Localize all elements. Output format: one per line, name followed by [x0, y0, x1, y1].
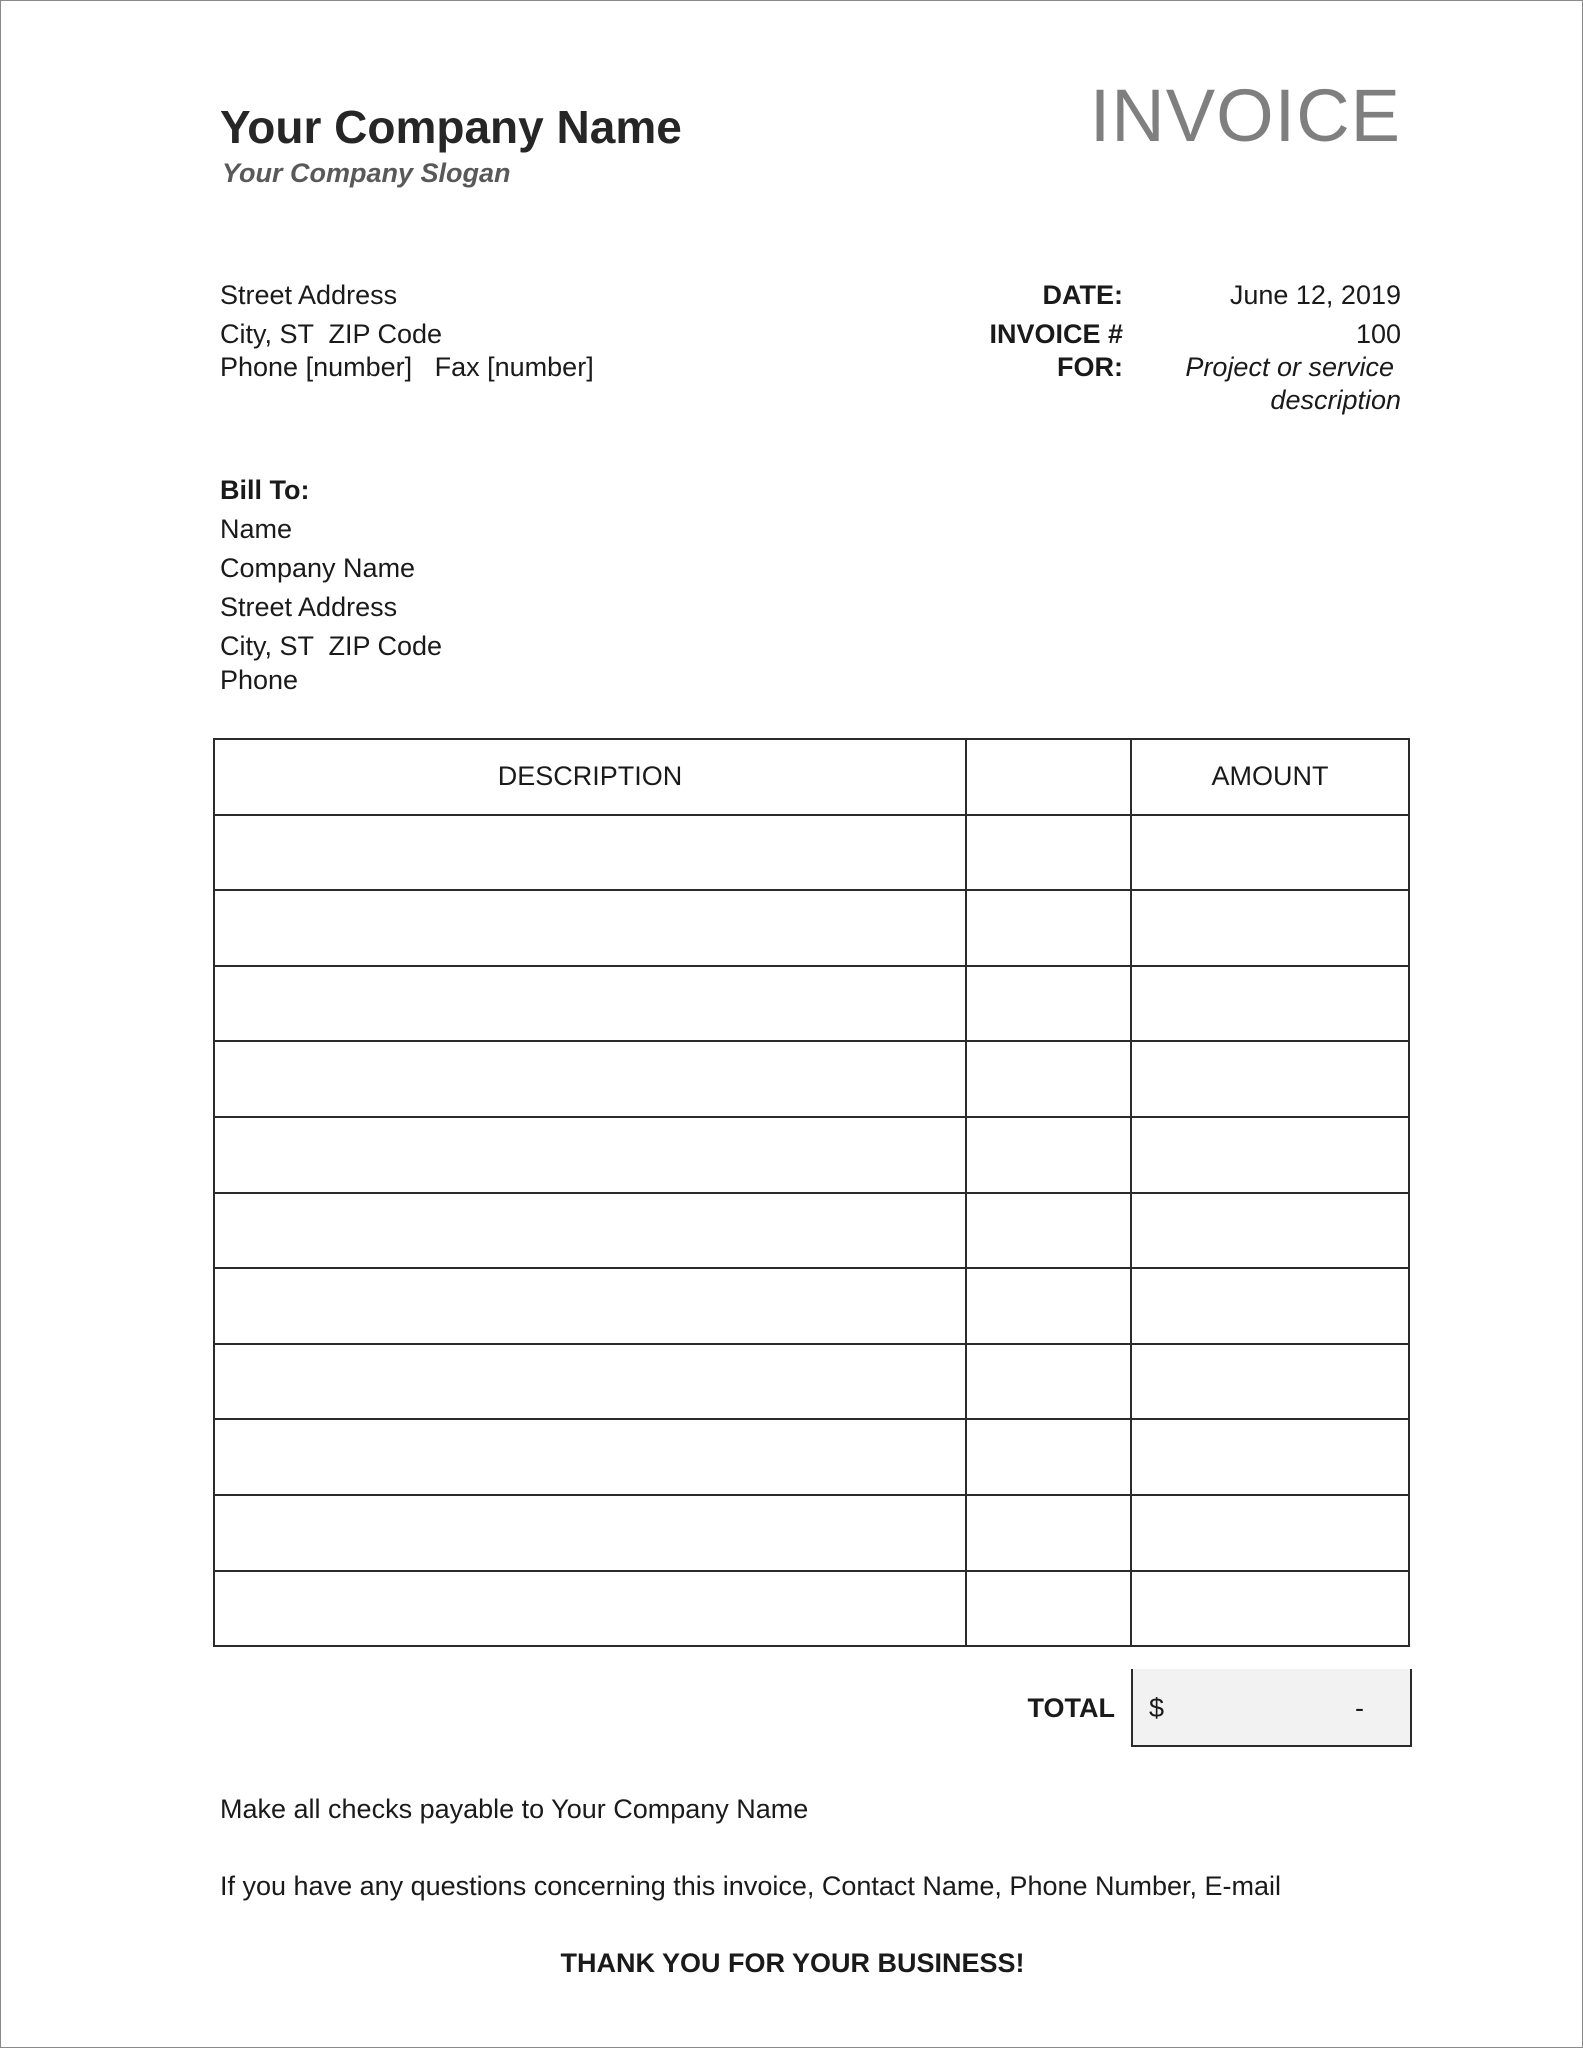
bill-to-name: Name	[220, 514, 293, 544]
description-cell	[214, 1571, 966, 1647]
bill-to-phone: Phone	[220, 665, 299, 695]
sender-city-line: City, ST ZIP Code	[220, 319, 443, 349]
thank-you-message: THANK YOU FOR YOUR BUSINESS!	[560, 1948, 1025, 1978]
column-header-unlabeled	[966, 739, 1131, 815]
amount-cell	[1131, 1193, 1409, 1269]
description-cell	[214, 815, 966, 891]
bill-to-street: Street Address	[220, 592, 398, 622]
for-value-line2: description	[1270, 385, 1401, 415]
table-header-row	[214, 739, 1409, 815]
column-header-description: DESCRIPTION	[214, 739, 966, 815]
amount-cell	[1131, 1268, 1409, 1344]
amount-cell	[1131, 1571, 1409, 1647]
table-row	[214, 1117, 1409, 1193]
column-header-amount: AMOUNT	[1131, 739, 1409, 815]
total-currency: $	[1149, 1693, 1165, 1723]
amount-cell	[1131, 815, 1409, 891]
bill-to-company: Company Name	[220, 553, 416, 583]
table-body	[214, 815, 1409, 1647]
invoice-number-label: INVOICE #	[989, 319, 1123, 349]
amount-cell	[1131, 1419, 1409, 1495]
table-row	[214, 890, 1409, 966]
description-cell	[214, 1193, 966, 1269]
questions-note: If you have any questions concerning this invoice, Contact Name, Phone Number, E-mail	[220, 1871, 1282, 1901]
amount-cell	[1131, 1344, 1409, 1420]
table-row	[214, 966, 1409, 1042]
description-cell	[214, 1117, 966, 1193]
for-label: FOR:	[1057, 352, 1123, 382]
table-row	[214, 1041, 1409, 1117]
table-row	[214, 815, 1409, 891]
amount-cell	[1131, 1117, 1409, 1193]
description-cell	[214, 1419, 966, 1495]
unlabeled-cell	[966, 1041, 1131, 1117]
sender-street: Street Address	[220, 280, 398, 310]
unlabeled-cell	[966, 1419, 1131, 1495]
unlabeled-cell	[966, 1571, 1131, 1647]
unlabeled-cell	[966, 1268, 1131, 1344]
description-cell	[214, 1268, 966, 1344]
unlabeled-cell	[966, 966, 1131, 1042]
checks-payable-note: Make all checks payable to Your Company Name	[220, 1794, 809, 1824]
unlabeled-cell	[966, 1495, 1131, 1571]
description-cell	[214, 1495, 966, 1571]
unlabeled-cell	[966, 1117, 1131, 1193]
invoice-title: INVOICE	[1089, 74, 1401, 157]
bill-to-city-line: City, ST ZIP Code	[220, 631, 443, 661]
total-box	[1131, 1669, 1412, 1747]
description-cell	[214, 1041, 966, 1117]
bill-to-heading: Bill To:	[220, 475, 310, 505]
total-value: -	[1355, 1693, 1364, 1723]
table-row	[214, 1344, 1409, 1420]
amount-cell	[1131, 1495, 1409, 1571]
unlabeled-cell	[966, 1344, 1131, 1420]
company-slogan: Your Company Slogan	[222, 158, 511, 188]
unlabeled-cell	[966, 815, 1131, 891]
description-cell	[214, 890, 966, 966]
invoice-number-value: 100	[1355, 319, 1401, 349]
sender-phone-fax: Phone [number] Fax [number]	[220, 352, 594, 382]
unlabeled-cell	[966, 1193, 1131, 1269]
date-label: DATE:	[1042, 280, 1123, 310]
description-cell	[214, 1344, 966, 1420]
description-cell	[214, 966, 966, 1042]
table-row	[214, 1571, 1409, 1647]
table-row	[214, 1268, 1409, 1344]
table-row	[214, 1193, 1409, 1269]
for-value-line1: Project or service	[1185, 352, 1394, 382]
amount-cell	[1131, 1041, 1409, 1117]
amount-cell	[1131, 966, 1409, 1042]
company-name: Your Company Name	[220, 101, 682, 153]
amount-cell	[1131, 890, 1409, 966]
unlabeled-cell	[966, 890, 1131, 966]
table-row	[214, 1419, 1409, 1495]
date-value: June 12, 2019	[1229, 280, 1401, 310]
line-items-table	[213, 738, 1410, 1647]
total-label: TOTAL	[1027, 1693, 1115, 1723]
table-row	[214, 1495, 1409, 1571]
